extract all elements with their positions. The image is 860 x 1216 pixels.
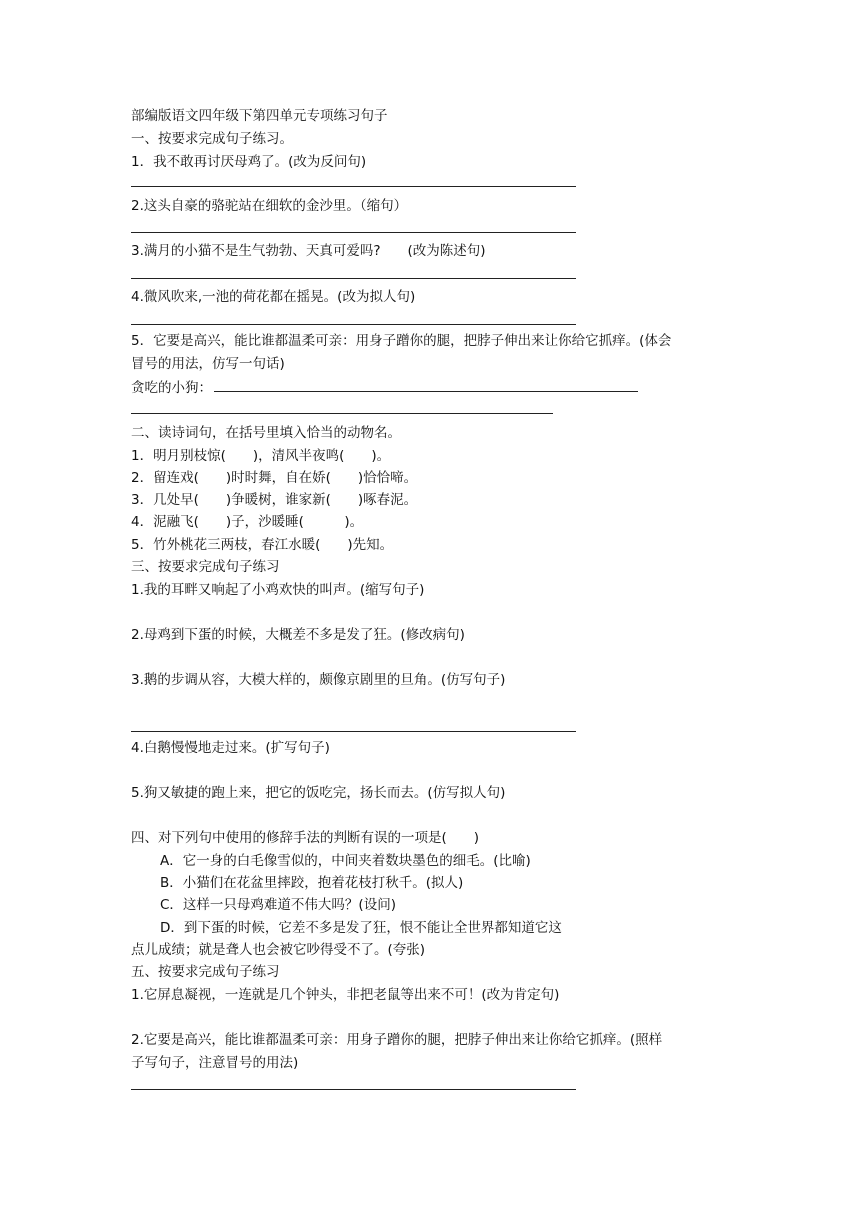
question-text: 冒号的用法，仿写一句话) <box>131 356 285 372</box>
section2-heading: 二、读诗词句，在括号里填入恰当的动物名。 <box>131 425 401 441</box>
poem-item: 2．留连戏( )时时舞，自在娇( )恰恰啼。 <box>131 470 418 486</box>
question-text: 5.狗又敏捷的跑上来，把它的饭吃完，扬长而去。(仿写拟人句) <box>131 785 506 801</box>
question-text: 3.鹅的步调从容，大模大样的，颇像京剧里的旦角。(仿写句子) <box>131 672 506 688</box>
option-a[interactable]: A．它一身的白毛像雪似的，中间夹着数块墨色的细毛。(比喻) <box>160 853 531 869</box>
poem-item: 4．泥融飞( )子，沙暖睡( )。 <box>131 514 364 530</box>
section4-heading: 四、对下列句中使用的修辞手法的判断有误的一项是( ) <box>131 830 480 846</box>
question-text: 1．我不敢再讨厌母鸡了。(改为反问句) <box>131 154 367 170</box>
section1-heading: 一、按要求完成句子练习。 <box>131 131 293 147</box>
answer-line[interactable] <box>131 186 576 187</box>
section3-heading: 三、按要求完成句子练习 <box>131 559 280 575</box>
question-text: 子写句子，注意冒号的用法) <box>131 1055 299 1071</box>
answer-line[interactable] <box>131 324 576 325</box>
question-text: 4.微风吹来,一池的荷花都在摇晃。(改为拟人句) <box>131 289 416 305</box>
answer-line[interactable] <box>131 413 553 414</box>
worksheet-title: 部编版语文四年级下第四单元专项练习句子 <box>131 108 388 124</box>
question-text: 5．它要是高兴，能比谁都温柔可亲：用身子蹭你的腿，把脖子伸出来让你给它抓痒。(体会 <box>131 333 672 349</box>
option-d-continuation: 点儿成绩；就是聋人也会被它吵得受不了。(夸张) <box>131 942 426 958</box>
poem-item: 1．明月别枝惊( )，清风半夜鸣( )。 <box>131 448 391 464</box>
question-text: 3.满月的小猫不是生气勃勃、天真可爱吗? (改为陈述句) <box>131 243 486 259</box>
answer-line[interactable] <box>131 232 576 233</box>
question-text: 2.母鸡到下蛋的时候，大概差不多是发了狂。(修改病句) <box>131 627 465 643</box>
poem-item: 3．几处早( )争暖树，谁家新( )啄春泥。 <box>131 492 418 508</box>
answer-line[interactable] <box>131 731 576 732</box>
option-d[interactable]: D．到下蛋的时候，它差不多是发了狂，恨不能让全世界都知道它这 <box>160 920 562 936</box>
poem-item: 5．竹外桃花三两枝，春江水暖( )先知。 <box>131 537 394 553</box>
option-b[interactable]: B．小猫们在花盆里摔跤，抱着花枝打秋千。(拟人) <box>160 875 464 891</box>
question-text: 2.它要是高兴，能比谁都温柔可亲：用身子蹭你的腿，把脖子伸出来让你给它抓痒。(照样 <box>131 1032 663 1048</box>
question-text: 2.这头自豪的骆驼站在细软的金沙里。（缩句） <box>131 198 408 214</box>
question-text: 1.我的耳畔又响起了小鸡欢快的叫声。(缩写句子) <box>131 582 425 598</box>
answer-line[interactable] <box>131 278 576 279</box>
option-c[interactable]: C．这样一只母鸡难道不伟大吗？(设问) <box>160 897 396 913</box>
question-text: 1.它屏息凝视，一连就是几个钟头，非把老鼠等出来不可！(改为肯定句) <box>131 987 560 1003</box>
section5-heading: 五、按要求完成句子练习 <box>131 964 280 980</box>
question-text: 4.白鹅慢慢地走过来。(扩写句子) <box>131 740 330 756</box>
prompt-line <box>131 377 638 398</box>
answer-line[interactable] <box>214 377 638 392</box>
answer-line[interactable] <box>131 1089 576 1090</box>
prompt-label: 贪吃的小狗： <box>131 380 212 396</box>
